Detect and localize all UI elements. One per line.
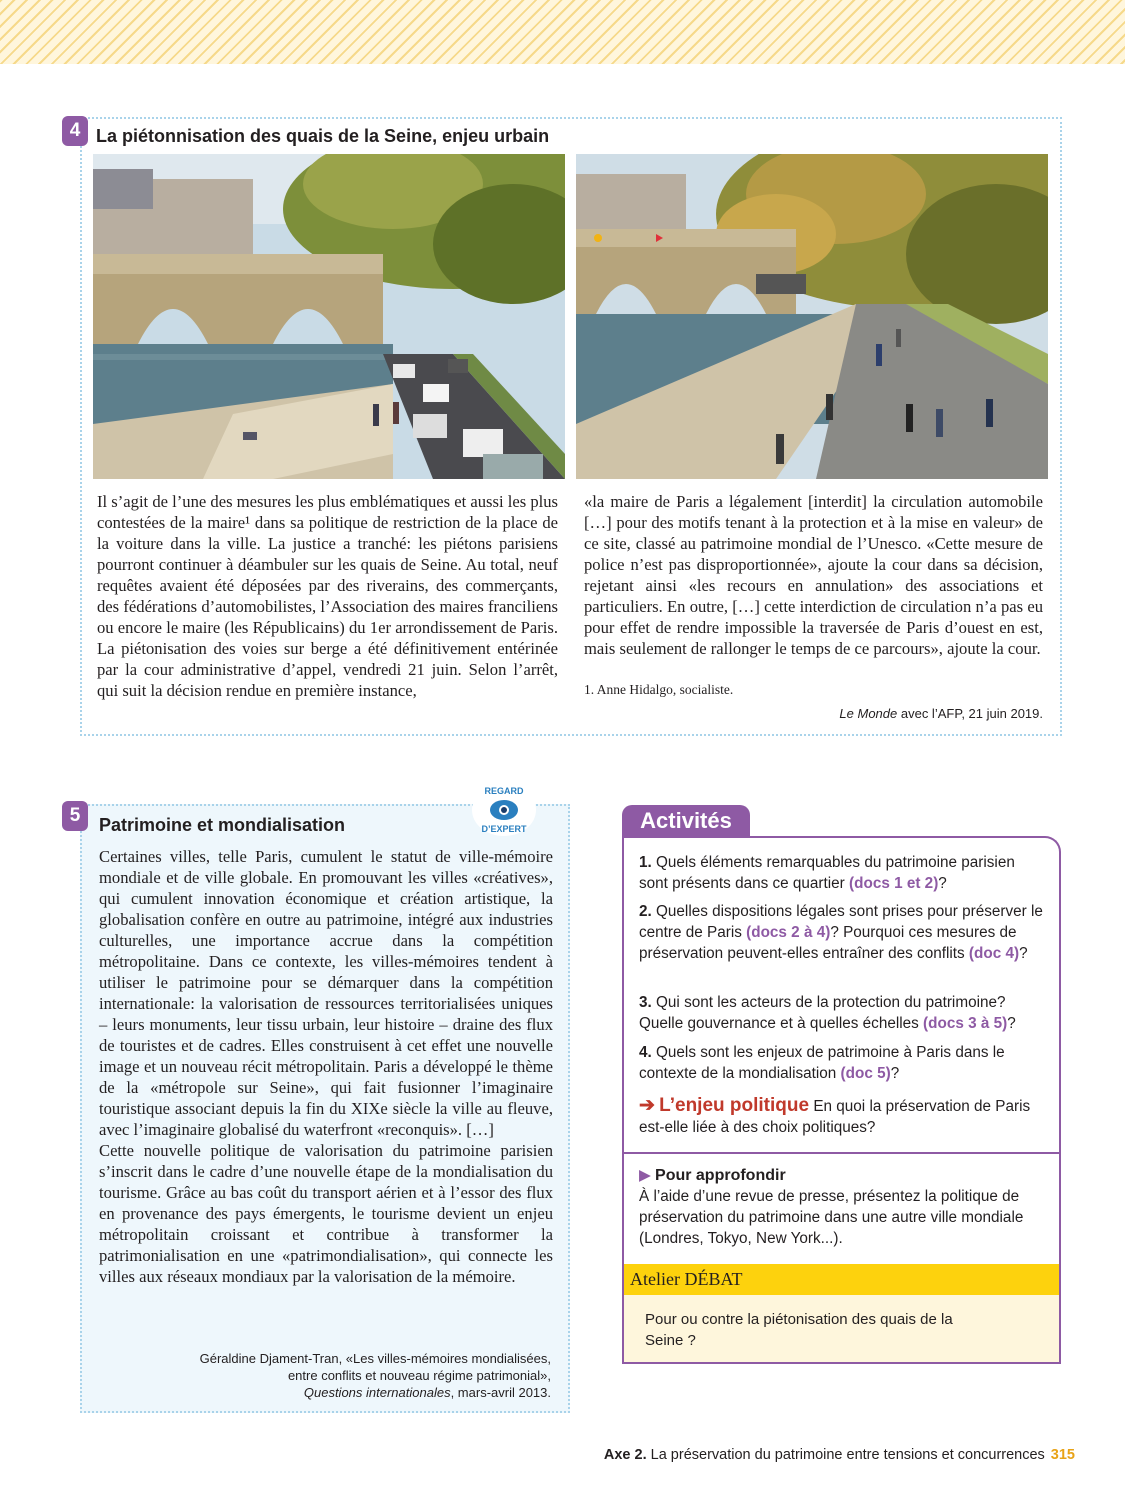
page-number: 315 xyxy=(1050,1447,1075,1463)
doc5-source-date: , mars-avril 2013. xyxy=(450,1385,551,1400)
doc4-footnote: 1. Anne Hidalgo, socialiste. xyxy=(584,682,734,697)
question-1-text: Quels éléments remarquables du patrimoine parisien sont présents dans ce quartier xyxy=(639,854,1015,892)
doc4-source-title: Le Monde xyxy=(839,706,898,721)
question-3-end: ? xyxy=(1007,1015,1016,1032)
doc4-source-rest: avec l’AFP, 21 juin 2019. xyxy=(897,706,1043,721)
badge-bottom-text: D’EXPERT xyxy=(481,824,527,834)
question-3-ref: (docs 3 à 5) xyxy=(923,1015,1008,1032)
atelier-debat-title: Atelier DÉBAT xyxy=(624,1264,1059,1295)
question-2-text: Quelles dispositions légales sont prises pour préserver le centre de Paris xyxy=(639,903,1043,941)
doc4-text-column-2: «la maire de Paris a légalement [interdit] la circulation automobile […] pour des motifs tenant à la protection et à la mise en valeur» de ce site, classé au patrimoine mondial de l’Unesco. «Cette mesure de police n’est pas disproportionnée», ajoute la cour dans sa décision, rejetant ainsi «les recours en annulation» des associations et particuliers. En outre, […] cette interdiction de circulation n’a pas eu pour effet de rendre impossible la traversée de Paris d’ouest en est, mais seulement de rallonger le temps de ce parcours», ajoute la cour. xyxy=(584,492,1043,658)
approfondir-text: À l’aide d’une revue de presse, présentez la politique de préservation du patrimoine dans une autre ville mondiale (Londres, Tokyo, New York...). xyxy=(639,1188,1024,1247)
question-3-text: Qui sont les acteurs de la protection du patrimoine? Quelle gouvernance et à quelles échelles xyxy=(639,994,1006,1032)
question-1-end: ? xyxy=(938,875,947,892)
footer-axe: Axe 2. xyxy=(603,1447,647,1463)
enjeu-label: L’enjeu politique xyxy=(659,1095,810,1116)
question-1-ref: (docs 1 et 2) xyxy=(849,875,939,892)
doc5-text: Certaines villes, telle Paris, cumulent le statut de ville-mémoire mondiale et de ville globale. En promouvant les villes «créatives», qui cumulent innovation économique et création artistique, la globalisation confère en outre au patrimoine, intégré aux industries culturelles, une importance accrue dans la compétition métropolitaine. Dans ce contexte, les villes-mémoires tendent à utiliser le patrimoine pour se démarquer dans la compétition internationale: la valorisation de ressources territorialisées uniques – leurs monuments, leur tissu urbain, leur histoire – draine des flux de touristes et de cadres. Elles construisent à cet effet une nouvelle image et un nouveau récit métropolitain. Paris a développé le thème de la «métropole sur Seine», qui fait fusionner l’imaginaire touristique associant depuis la fin du XIXe siècle la ville au fleuve, avec l’imaginaire globalisé du waterfront «reconquis». […] Cette nouvelle politique de valorisation du patrimoine parisien s’inscrit dans le cadre d’une nouvelle étape de la mondialisation du tourisme. Grâce au bas coût du transport aérien et à l’essor des flux en provenance des pays émergents, le tourisme devient un enjeu métropolitain croissant et contribue à transformer la patrimonialisation en une «patrimondialisation», qui connecte les villes aux réseaux mondiaux par la valorisation de la mémoire. xyxy=(99,847,553,1286)
doc5-source xyxy=(120,1350,551,1401)
question-1 xyxy=(639,852,1044,894)
question-2-ref2: (doc 4) xyxy=(968,945,1020,962)
pour-approfondir xyxy=(639,1165,1044,1249)
doc4-number: 4 xyxy=(62,116,88,146)
question-4-end: ? xyxy=(890,1065,900,1082)
enjeu-politique xyxy=(639,1095,1044,1138)
footer-title: La préservation du patrimoine entre tensions et concurrences xyxy=(646,1447,1045,1463)
approfondir-triangle-icon: ▶ xyxy=(639,1167,651,1184)
question-2-end: ? xyxy=(1019,945,1028,962)
question-2-mid: ? Pourquoi ces mesures de préservation peuvent-elles entraîner des conflits xyxy=(639,924,1017,962)
photo-quays-with-cars xyxy=(93,154,565,479)
enjeu-text: En quoi la préservation de Paris est-elle liée à des choix politiques? xyxy=(639,1098,1031,1136)
atelier-debat-text: Pour ou contre la piétonisation des quais de la Seine ? xyxy=(645,1311,953,1349)
regard-expert-badge xyxy=(470,782,538,838)
doc5-title: Patrimoine et mondialisation xyxy=(99,815,346,835)
question-3 xyxy=(639,992,1044,1034)
doc4-text-column-1: Il s’agit de l’une des mesures les plus emblématiques et aussi les plus contestées de la maire¹ dans sa politique de restriction de la place de la voiture dans la ville. La justice a tranché: les piétons parisiens pourront continuer à déambuler sur les quais de Seine. Au total, neuf requêtes avaient été déposées par des riverains, des commerçants, des fédérations d’automobilistes, l’Association des maires franciliens ou encore le maire (les Républicains) du 1er arrondissement de Paris. La piétonisation des voies sur berge a été définitivement entérinée par la cour administrative d’appel, vendredi 21 juin. Selon l’arrêt, qui suit la décision rendue en première instance, xyxy=(97,492,558,700)
doc5-source-line3 xyxy=(120,1384,551,1401)
doc5-number: 5 xyxy=(62,801,88,831)
question-4-text: Quels sont les enjeux de patrimoine à Paris dans le contexte de la mondialisation xyxy=(639,1044,1005,1082)
doc5-source-line2: entre conflits et nouveau régime patrimonial», xyxy=(287,1368,551,1383)
approfondir-title: Pour approfondir xyxy=(655,1167,786,1184)
question-2 xyxy=(639,901,1044,964)
question-2-ref: (docs 2 à 4) xyxy=(746,924,831,941)
enjeu-arrow-icon: ➔ xyxy=(639,1095,655,1116)
question-4-number: 4. xyxy=(639,1044,652,1061)
doc4-source xyxy=(700,705,1043,722)
doc5-source-line1: Géraldine Djament-Tran, «Les villes-mémoires mondialisées, xyxy=(199,1351,551,1366)
question-4-ref: (doc 5) xyxy=(840,1065,891,1082)
question-1-number: 1. xyxy=(639,854,652,871)
badge-top-text: REGARD xyxy=(484,786,524,796)
doc4-title: La piétonnisation des quais de la Seine, enjeu urbain xyxy=(96,126,550,146)
question-3-number: 3. xyxy=(639,994,652,1011)
top-hatched-band xyxy=(0,0,1125,64)
question-4 xyxy=(639,1042,1044,1084)
doc5-source-journal: Questions internationales xyxy=(303,1385,451,1400)
page-footer xyxy=(604,1447,1075,1463)
question-2-number: 2. xyxy=(639,903,652,920)
activities-tab: Activités xyxy=(622,805,750,837)
photo-pedestrian-quays xyxy=(576,154,1048,479)
